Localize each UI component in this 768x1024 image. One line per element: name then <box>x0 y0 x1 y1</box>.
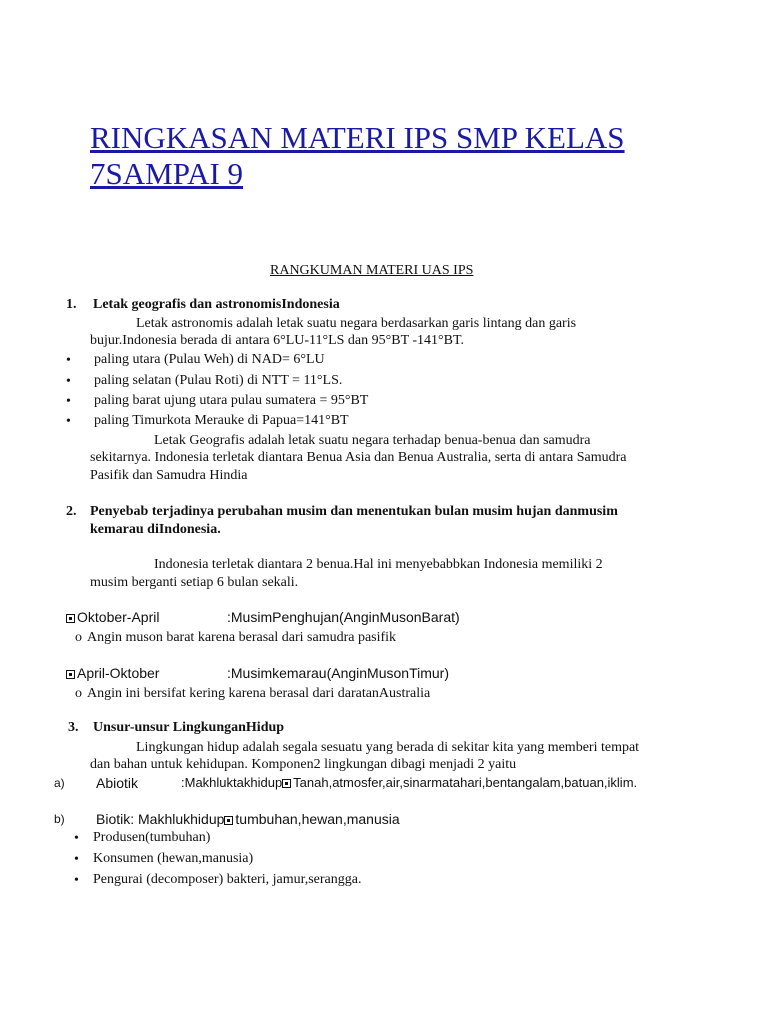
section-1-heading: Letak geografis dan astronomisIndonesia <box>93 297 340 312</box>
section-1-bullet-2: paling selatan (Pulau Roti) di NTT = 11°LS. <box>94 373 343 388</box>
checkbox-bullet-icon <box>66 614 75 623</box>
bullet-icon: • <box>66 414 71 429</box>
circle-bullet-icon: o <box>75 686 82 701</box>
section-3-bullet-1: Produsen(tumbuhan) <box>93 830 211 845</box>
section-1-paragraph-2-line-1: Letak Geografis adalah letak suatu negara terhadap benua-benua dan samudra <box>154 433 591 448</box>
season-row-2 <box>66 664 159 682</box>
bullet-icon: • <box>66 353 71 368</box>
section-1-number: 1. <box>66 297 77 312</box>
item-b-text-suffix: tumbuhan,hewan,manusia <box>235 811 400 827</box>
section-2-paragraph-line-1: Indonesia terletak diantara 2 benua.Hal ini menyebabbkan Indonesia memiliki 2 <box>154 557 603 572</box>
document-subtitle: RANGKUMAN MATERI UAS IPS <box>270 263 474 278</box>
section-3-heading: Unsur-unsur LingkunganHidup <box>93 720 285 735</box>
season-row-2-label: April-Oktober <box>77 665 160 681</box>
item-b-text-prefix: Biotik: Makhlukhidup <box>96 811 225 827</box>
document-title[interactable]: RINGKASAN MATERI IPS SMP KELAS 7SAMPAI 9 <box>90 120 625 191</box>
section-3-bullet-2: Konsumen (hewan,manusia) <box>93 851 254 866</box>
season-row-1-value: :MusimPenghujan(AnginMusonBarat) <box>227 609 460 625</box>
checkbox-bullet-icon <box>282 779 291 788</box>
item-a-marker: a) <box>54 776 65 790</box>
section-1-paragraph-2-line-2: sekitarnya. Indonesia terletak diantara Benua Asia dan Benua Australia, serta di antara Samudra <box>90 450 627 465</box>
section-1-paragraph-1-line-2: bujur.Indonesia berada di antara 6°LU-11°LS dan 95°BT -141°BT. <box>90 333 464 348</box>
item-a-value-suffix: Tanah,atmosfer,air,sinarmatahari,bentangalam,batuan,iklim. <box>293 775 638 790</box>
section-1-bullet-4: paling Timurkota Merauke di Papua=141°BT <box>94 413 349 428</box>
checkbox-bullet-icon <box>66 670 75 679</box>
item-a-value <box>181 774 637 792</box>
item-a-value-prefix: :Makhluktakhidup <box>181 775 283 790</box>
season-row-2-note: Angin ini bersifat kering karena berasal dari daratanAustralia <box>87 686 431 701</box>
item-b-text <box>96 810 400 828</box>
season-row-2-value: :Musimkemarau(AnginMusonTimur) <box>227 665 449 681</box>
section-2-paragraph-line-2: musim berganti setiap 6 bulan sekali. <box>90 575 299 590</box>
item-b-marker: b) <box>54 812 65 826</box>
section-1-paragraph-1-line-1: Letak astronomis adalah letak suatu negara berdasarkan garis lintang dan garis <box>136 316 577 331</box>
section-3-paragraph-line-2: dan bahan untuk kehidupan. Komponen2 lingkungan dibagi menjadi 2 yaitu <box>90 757 517 772</box>
bullet-icon: • <box>66 394 71 409</box>
section-2-heading-line-2: kemarau diIndonesia. <box>90 522 221 537</box>
season-row-1 <box>66 608 159 626</box>
circle-bullet-icon: o <box>75 630 82 645</box>
season-row-1-label: Oktober-April <box>77 609 160 625</box>
section-1-paragraph-2-line-3: Pasifik dan Samudra Hindia <box>90 468 248 483</box>
season-row-1-note: Angin muson barat karena berasal dari samudra pasifik <box>87 630 397 645</box>
section-1-bullet-1: paling utara (Pulau Weh) di NAD= 6°LU <box>94 352 325 367</box>
bullet-icon: • <box>66 374 71 389</box>
bullet-icon: • <box>74 873 79 888</box>
item-a-label: Abiotik <box>96 775 139 791</box>
bullet-icon: • <box>74 852 79 867</box>
bullet-icon: • <box>74 831 79 846</box>
section-3-bullet-3: Pengurai (decomposer) bakteri, jamur,serangga. <box>93 872 362 887</box>
checkbox-bullet-icon <box>224 816 233 825</box>
section-1-bullet-3: paling barat ujung utara pulau sumatera = 95°BT <box>94 393 369 408</box>
section-2-number: 2. <box>66 504 77 519</box>
section-2-heading-line-1: Penyebab terjadinya perubahan musim dan menentukan bulan musim hujan danmusim <box>90 504 618 519</box>
section-3-paragraph-line-1: Lingkungan hidup adalah segala sesuatu yang berada di sekitar kita yang memberi tempat <box>136 740 640 755</box>
section-3-number: 3. <box>68 720 79 735</box>
